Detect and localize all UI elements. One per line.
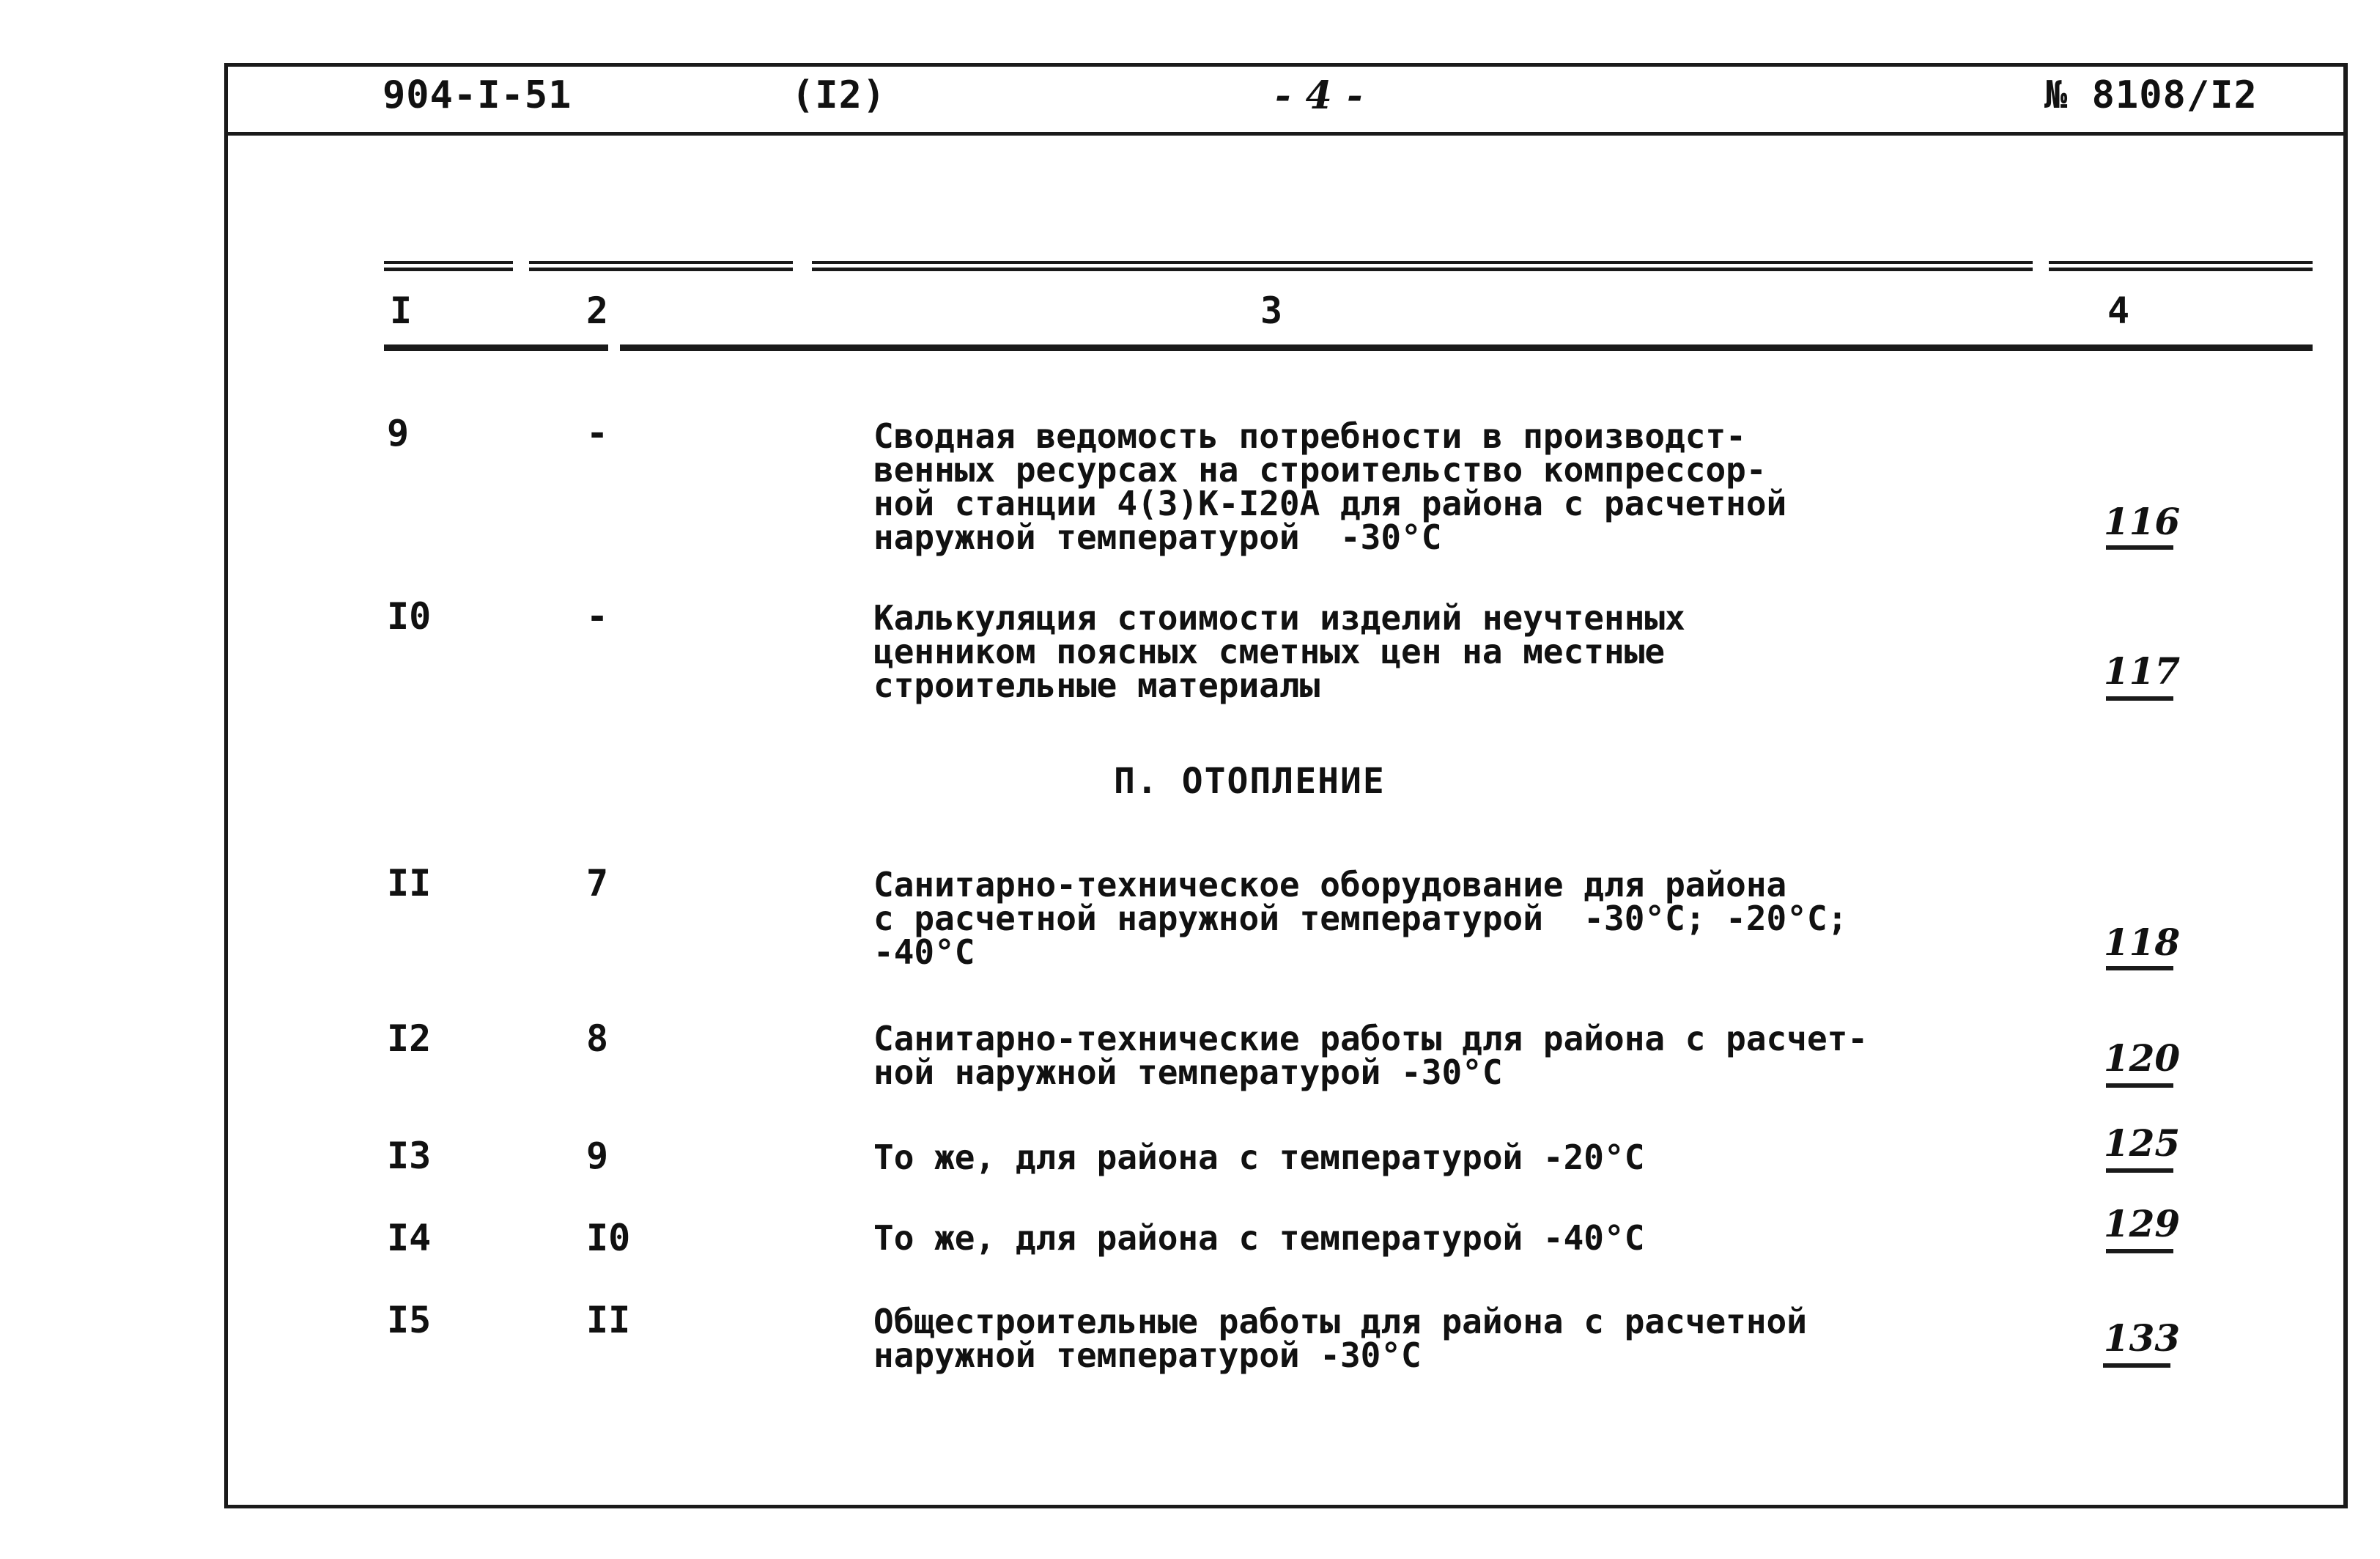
table-top-rule-col1 bbox=[384, 261, 513, 271]
row-number: I5 bbox=[387, 1299, 432, 1341]
row-page: 118 bbox=[2103, 921, 2181, 964]
row-number: I0 bbox=[387, 595, 432, 638]
row-description: То же, для района с температурой -20°С bbox=[873, 1138, 1645, 1177]
row-number: I3 bbox=[387, 1135, 432, 1177]
page-underline bbox=[2106, 1249, 2173, 1253]
row-page: 117 bbox=[2103, 649, 2181, 693]
row-description: Сводная ведомость потребности в производст- венных ресурсах на строительство компрессор- ной станции 4(3)К-I20А для района с расчетной наружной температурой -30°С bbox=[873, 416, 1787, 557]
issue-number: (I2) bbox=[791, 73, 887, 117]
section-title: П. ОТОПЛЕНИЕ bbox=[1114, 761, 1386, 802]
table-header-rule-right bbox=[620, 344, 2313, 351]
page-underline bbox=[2106, 1083, 2173, 1088]
inventory-number: № 8108/I2 bbox=[2044, 73, 2258, 117]
column-header-1: I bbox=[390, 290, 413, 332]
row-description: То же, для района с температурой -40°С bbox=[873, 1218, 1645, 1258]
table-top-rule-col3 bbox=[812, 261, 2033, 271]
row-sheet: II bbox=[586, 1299, 631, 1341]
page-underline bbox=[2106, 1168, 2173, 1173]
row-page: 129 bbox=[2103, 1202, 2181, 1245]
row-description: Калькуляция стоимости изделий неучтенных ценником поясных сметных цен на местные строительные материалы bbox=[873, 598, 1685, 705]
row-number: 9 bbox=[387, 412, 410, 454]
table-header-rule-left bbox=[384, 344, 608, 351]
row-number: II bbox=[387, 862, 432, 904]
table-top-rule-col2 bbox=[529, 261, 793, 271]
row-sheet: 8 bbox=[586, 1017, 609, 1060]
row-page: 116 bbox=[2103, 500, 2181, 543]
page-number: - 4 - bbox=[1275, 73, 1364, 118]
row-sheet: 7 bbox=[586, 862, 609, 904]
row-number: I4 bbox=[387, 1217, 432, 1259]
column-header-2: 2 bbox=[586, 290, 609, 332]
series-code: 904-I-51 bbox=[382, 73, 572, 117]
page-underline bbox=[2106, 696, 2173, 701]
row-sheet: - bbox=[586, 412, 609, 454]
column-header-4: 4 bbox=[2107, 290, 2130, 332]
row-description: Санитарно-технические работы для района с расчет- ной наружной температурой -30°С bbox=[873, 1019, 1869, 1092]
column-header-3: 3 bbox=[1260, 290, 1283, 332]
row-page: 133 bbox=[2103, 1316, 2181, 1360]
page-underline bbox=[2103, 1363, 2170, 1368]
page-underline bbox=[2106, 966, 2173, 970]
row-sheet: 9 bbox=[586, 1135, 609, 1177]
row-page: 120 bbox=[2103, 1036, 2181, 1080]
row-description: Общестроительные работы для района с расчетной наружной температурой -30°С bbox=[873, 1302, 1807, 1375]
row-sheet: I0 bbox=[586, 1217, 631, 1259]
header-rule bbox=[224, 132, 2348, 136]
row-page: 125 bbox=[2103, 1121, 2181, 1165]
row-number: I2 bbox=[387, 1017, 432, 1060]
row-description: Санитарно-техническое оборудование для района с расчетной наружной температурой -30°С; -20°С; -40°С bbox=[873, 865, 1848, 972]
row-sheet: - bbox=[586, 595, 609, 638]
table-top-rule-col4 bbox=[2049, 261, 2313, 271]
page-underline bbox=[2106, 545, 2173, 550]
